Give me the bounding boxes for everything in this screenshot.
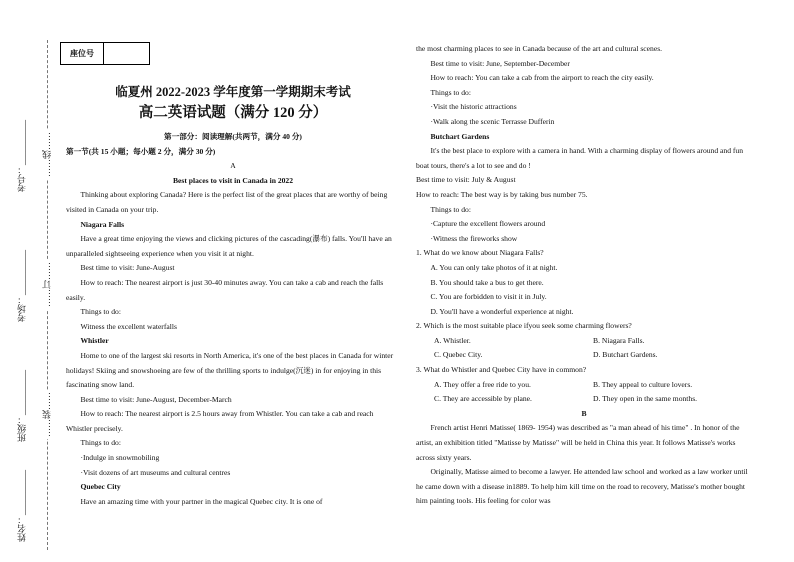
question-2-stem: 2. Which is the most suitable place ifyou seek some charming flowers? [416, 321, 632, 331]
question-3-options-row-2 [416, 392, 752, 407]
name-field[interactable]: 姓名：__________ [17, 470, 27, 542]
seat-number-value[interactable] [104, 43, 149, 64]
question-2-option-c[interactable]: C. Quebec City. [434, 350, 483, 360]
passage-a-letter: A [230, 161, 236, 171]
left-column [66, 78, 400, 509]
butchart-desc: It's the best place to explore with a camera in hand. With a charming display of flowers around and fun boat tours, there's a lot to see and do ! [416, 146, 744, 170]
quebec-todo: Things to do: [430, 87, 471, 97]
quebec-desc-start: Have an amazing time with your partner in the magical Quebec city. It is one of [80, 496, 323, 506]
passage-a-title: Best places to visit in Canada in 2022 [172, 175, 294, 185]
butchart-item-2: ·Witness the fireworks show [430, 233, 518, 243]
quebec-time: Best time to visit: June, September-December [430, 58, 570, 68]
question-3-option-b[interactable]: B. They appeal to culture lovers. [593, 379, 693, 389]
quebec-desc-end: the most charming places to see in Canada because of the art and cultural scenes. [416, 44, 663, 53]
whistler-heading: Whistler [80, 336, 109, 346]
niagara-todo: Things to do: [80, 307, 121, 317]
question-3-option-c[interactable]: C. They are accessible by plane. [434, 394, 532, 404]
binding-label-bind: ……装…… [42, 392, 52, 437]
niagara-time: Best time to visit: June-August [80, 263, 175, 273]
seat-number-label: 座位号 [61, 43, 104, 64]
exam-title: 临夏州 2022-2023 学年度第一学期期末考试 [115, 85, 351, 99]
butchart-time: Best time to visit: July & August [416, 175, 516, 185]
right-column [416, 42, 752, 509]
passage-a-intro: Thinking about exploring Canada? Here is the perfect list of the great places that are worthy of being visited in Canada on your trip. [66, 190, 388, 214]
question-2-options-row-2 [416, 348, 752, 363]
whistler-item-1: ·Indulge in snowmobiling [80, 453, 160, 463]
niagara-heading: Niagara Falls [80, 219, 125, 229]
seat-number-box [60, 42, 150, 65]
section-heading: 第一节(共 15 小题；每小题 2 分，满分 30 分) [66, 146, 216, 156]
part-heading: 第一部分：阅读理解(共两节，满分 40 分) [164, 132, 302, 141]
binding-margin [0, 0, 58, 562]
question-2-options-row-1 [416, 334, 752, 349]
question-1-option-a[interactable]: A. You can only take photos of it at night. [430, 262, 558, 272]
quebec-item-2: ·Walk along the scenic Terrasse Dufferin [430, 116, 555, 126]
whistler-todo: Things to do: [80, 438, 121, 448]
whistler-reach: How to reach: The nearest airport is 2.5 hours away from Whistler. You can take a cab and reach Whistler precisely. [66, 409, 374, 433]
question-3-options-row-1 [416, 378, 752, 393]
butchart-todo: Things to do: [430, 204, 471, 214]
niagara-reach: How to reach: The nearest airport is just 30-40 minutes away. You can take a cab and reach the falls easily. [66, 277, 384, 302]
question-1-option-d[interactable]: D. You'll have a wonderful experience at night. [430, 306, 574, 316]
whistler-time: Best time to visit: June-August, December-March [80, 394, 232, 404]
question-3-stem: 3. What do Whistler and Quebec City have in common? [416, 365, 587, 375]
niagara-item: Witness the excellent waterfalls [80, 321, 177, 331]
question-1-stem: 1. What do we know about Niagara Falls? [416, 248, 544, 258]
passage-b-paragraph-1: French artist Henri Matisse( 1869- 1954) was described as "a man ahead of his time" . In honor of the artist, an exhibition titled "Matisse by Matisse" will be held in China this year. It follows Matisse's works across sixty years. [416, 423, 740, 462]
passage-b-paragraph-2: Originally, Matisse aimed to become a lawyer. He attended law school and worked as a law worker until he came down with a disease in1889. To help him kill time on the road to recovery, Matisse's mother bought him painting tools. His feeling for color was [416, 467, 748, 506]
passage-b-letter: B [581, 408, 587, 418]
whistler-item-2: ·Visit dozens of art museums and cultural centres [80, 467, 231, 477]
butchart-heading: Butchart Gardens [430, 131, 490, 141]
class-field[interactable]: 班级：__________ [17, 370, 27, 442]
exam-number-field[interactable]: 考号：__________ [17, 120, 27, 192]
question-3-option-a[interactable]: A. They offer a free ride to you. [434, 379, 531, 389]
binding-label-order: ……订…… [42, 262, 52, 307]
question-2-option-a[interactable]: A. Whistler. [434, 335, 471, 345]
butchart-item-1: ·Capture the excellent flowers around [430, 219, 546, 229]
exam-room-field[interactable]: 考场：__________ [17, 250, 27, 322]
question-1-option-c[interactable]: C. You are forbidden to visit it in July. [430, 292, 547, 302]
question-1-option-b[interactable]: B. You should take a bus to get there. [430, 277, 544, 287]
niagara-desc: Have a great time enjoying the views and clicking pictures of the cascading(瀑布) falls. You'll have an unparalleled sightseeing experience when you visit it at night. [66, 234, 392, 258]
binding-label-line: ……线…… [42, 132, 52, 177]
whistler-desc: Home to one of the largest ski resorts in North America, it's one of the best places in Canada for winter holidays! Skiing and snowshoeing are few of the thrilling sports to indulge(沉迷) in for enjoying in this fascinating snow land. [66, 350, 394, 390]
question-3-option-d[interactable]: D. They open in the same months. [593, 394, 698, 404]
exam-subtitle: 高二英语试题（满分 120 分） [138, 105, 328, 121]
question-2-option-d[interactable]: D. Butchart Gardens. [593, 350, 658, 360]
quebec-item-1: ·Visit the historic attractions [430, 102, 517, 112]
quebec-reach: How to reach: You can take a cab from the airport to reach the city easily. [430, 73, 654, 83]
quebec-heading: Quebec City [80, 482, 121, 492]
butchart-reach: How to reach: The best way is by taking bus number 75. [416, 189, 588, 199]
question-2-option-b[interactable]: B. Niagara Falls. [593, 335, 645, 345]
